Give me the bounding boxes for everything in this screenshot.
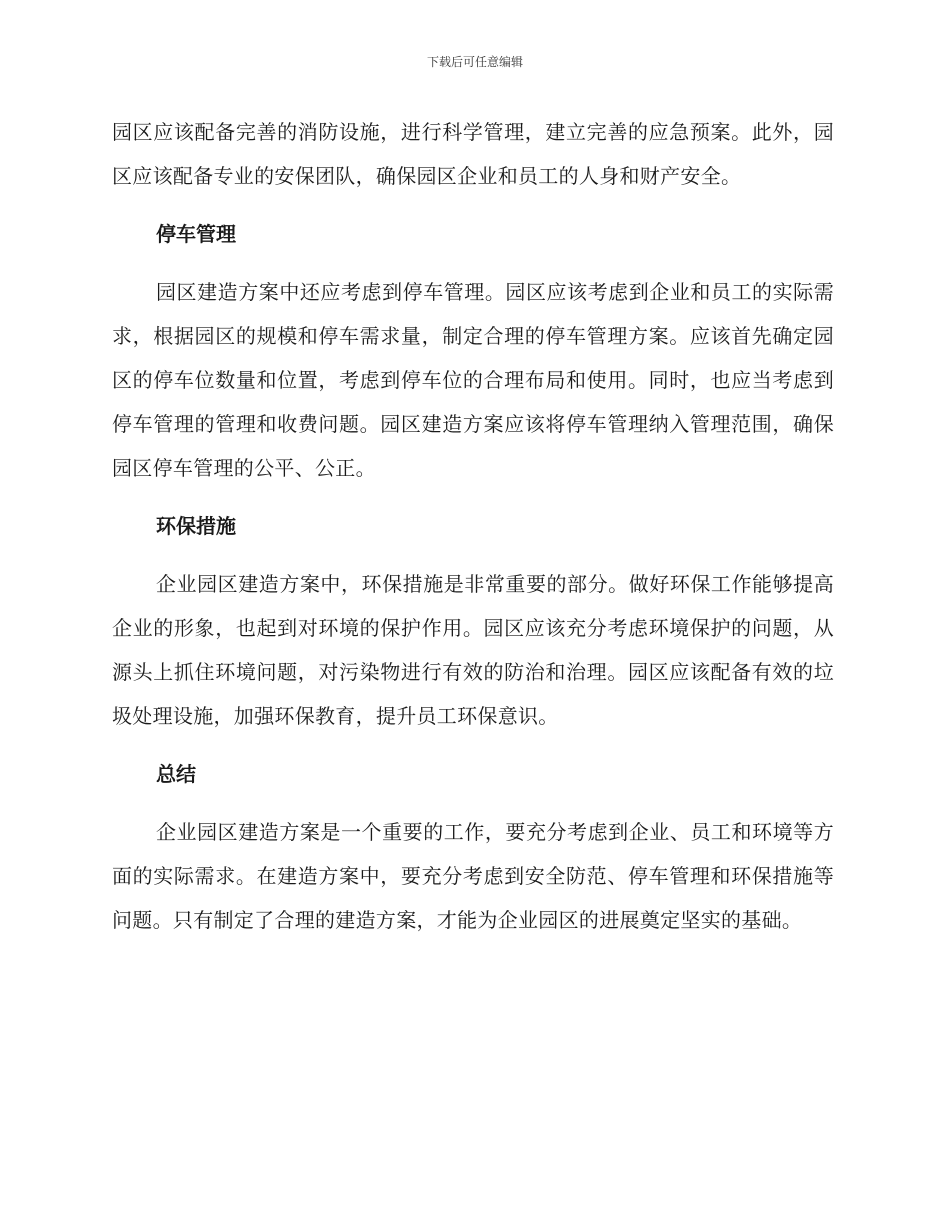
paragraph-environment: 企业园区建造方案中，环保措施是非常重要的部分。做好环保工作能够提高企业的形象，也起到对环境的保护作用。园区应该充分考虑环境保护的问题，从源头上抓住环境问题，对污染物进行有效的防治和治理。园区应该配备有效的垃圾处理设施，加强环保教育，提升员工环保意识。	[112, 572, 834, 728]
paragraph-safety-continuation: 园区应该配备完善的消防设施，进行科学管理，建立完善的应急预案。此外，园区应该配备专业的安保团队，确保园区企业和员工的人身和财产安全。	[112, 120, 834, 188]
paragraph-parking: 园区建造方案中还应考虑到停车管理。园区应该考虑到企业和员工的实际需求，根据园区的规模和停车需求量，制定合理的停车管理方案。应该首先确定园区的停车位数量和位置，考虑到停车位的合理布局和使用。同时，也应当考虑到停车管理的管理和收费问题。园区建造方案应该将停车管理纳入管理范围，确保园区停车管理的公平、公正。	[112, 280, 834, 480]
heading-summary: 总结	[156, 762, 196, 786]
running-header: 下载后可任意编辑	[426, 55, 523, 69]
document-body	[112, 110, 834, 942]
heading-parking: 停车管理	[156, 222, 236, 246]
paragraph-summary: 企业园区建造方案是一个重要的工作，要充分考虑到企业、员工和环境等方面的实际需求。在建造方案中，要充分考虑到安全防范、停车管理和环保措施等问题。只有制定了合理的建造方案，才能为企业园区的进展奠定坚实的基础。	[112, 820, 834, 932]
heading-environment: 环保措施	[156, 514, 236, 538]
